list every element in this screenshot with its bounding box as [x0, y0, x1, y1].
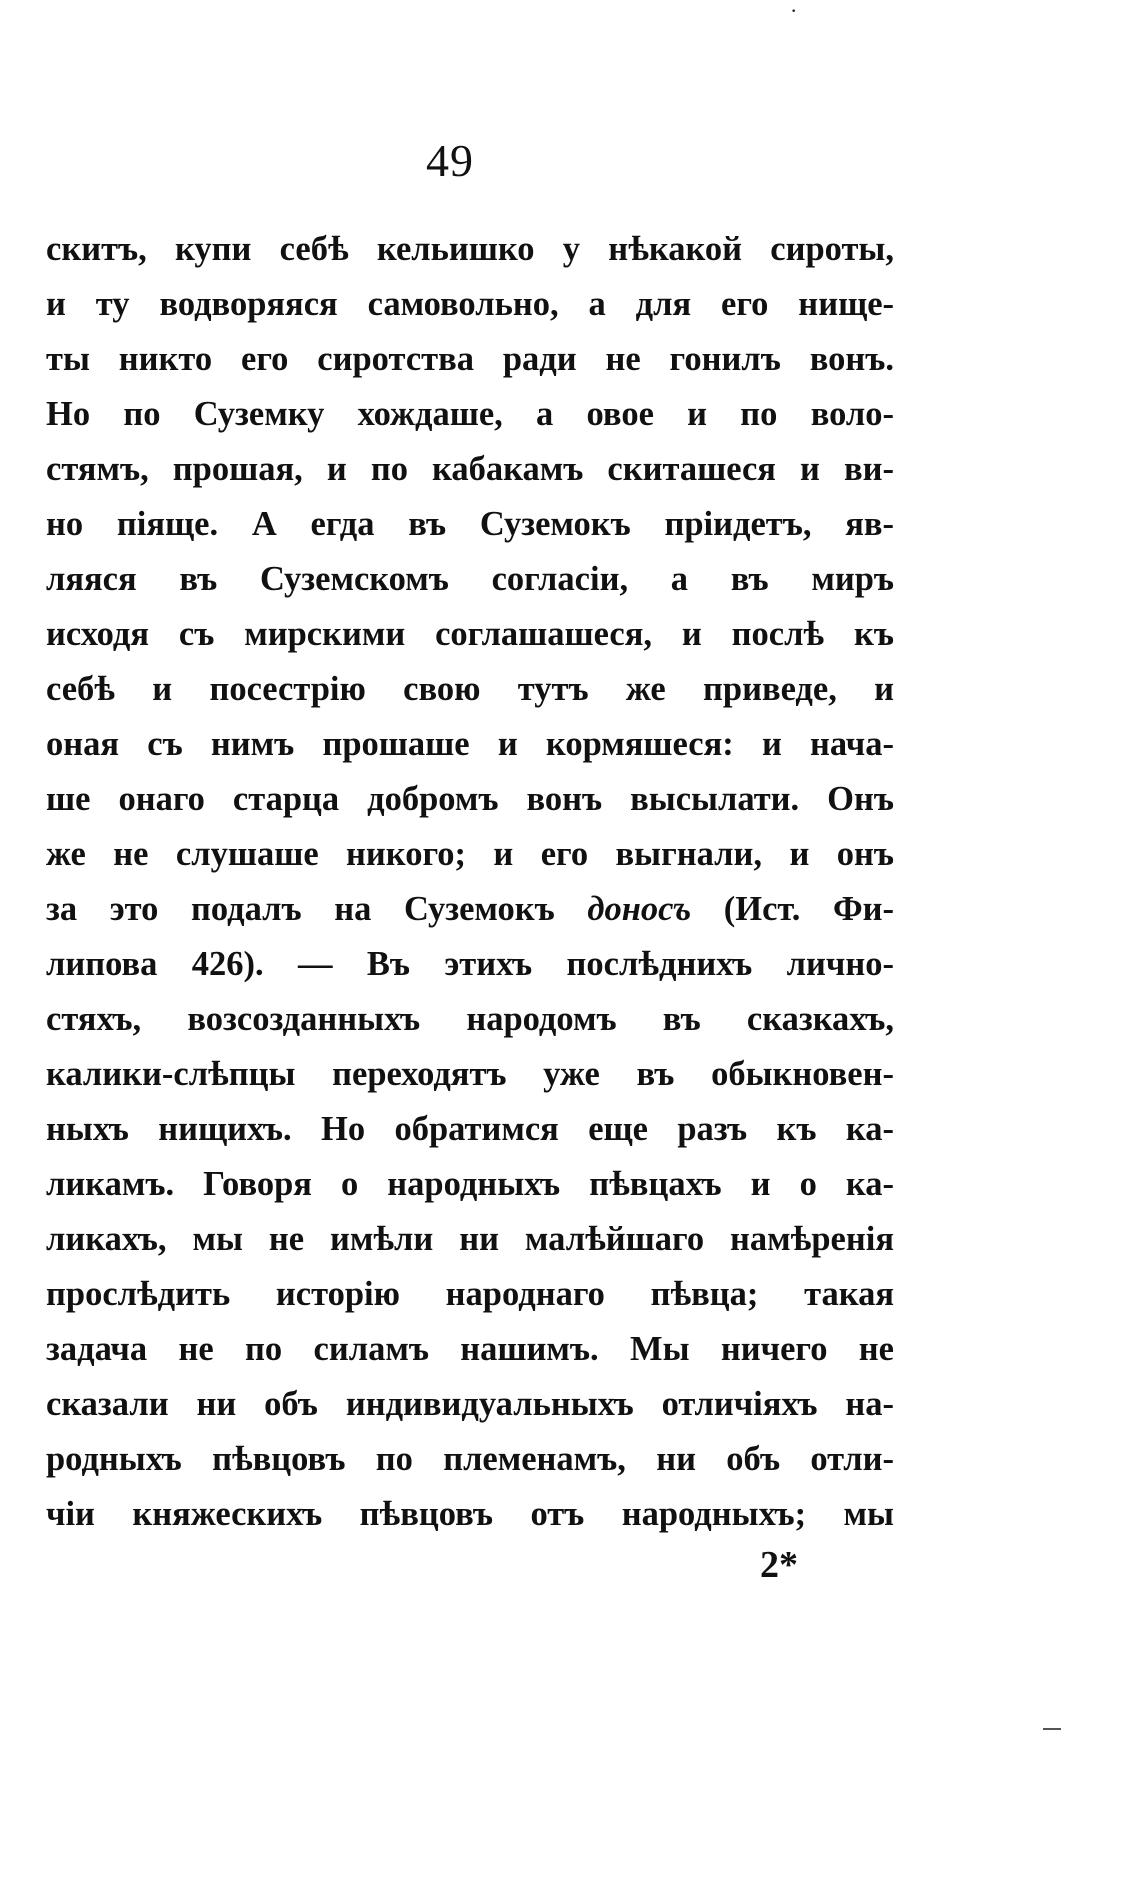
text-line: родныхъ пѣвцовъ по племенамъ, ни объ отли-: [46, 1440, 894, 1478]
margin-dash: [1043, 1728, 1061, 1730]
text-line: ты никто его сиротства ради не гонилъ вонъ.: [46, 340, 894, 378]
text-line: же не слушаше никого; и его выгнали, и онъ: [46, 835, 894, 873]
corner-mark: ·: [790, 0, 798, 23]
text-line: ныхъ нищихъ. Но обратимся еще разъ къ ка-: [46, 1110, 894, 1148]
text-line: стяхъ, возсозданныхъ народомъ въ сказкахъ,: [46, 1000, 894, 1038]
text-line: задача не по силамъ нашимъ. Мы ничего не: [46, 1330, 894, 1368]
text-line: ликахъ, мы не имѣли ни малѣйшаго намѣренія: [46, 1220, 894, 1258]
signature-mark: 2*: [760, 1544, 798, 1586]
text-line: скитъ, купи себѣ кельишко у нѣкакой сироты,: [46, 230, 894, 268]
text-line: исходя съ мирскими соглашашеся, и послѣ къ: [46, 615, 894, 653]
text-line: ше онаго старца добромъ вонъ высылати. Онъ: [46, 780, 894, 818]
text-line: и ту водворяяся самовольно, а для его нище-: [46, 285, 894, 323]
text-line: ляяся въ Суземскомъ согласіи, а въ миръ: [46, 560, 894, 598]
text-line: липова 426). — Въ этихъ послѣднихъ лично-: [46, 945, 894, 983]
text-line: оная съ нимъ прошаше и кормяшеся: и нача-: [46, 725, 894, 763]
body-text: [46, 222, 894, 1542]
text-line: себѣ и посестрію свою тутъ же приведе, и: [46, 670, 894, 708]
italic-word: доносъ: [587, 890, 692, 928]
text-line: но піяще. А егда въ Суземокъ пріидетъ, яв-: [46, 505, 894, 543]
text-line: ликамъ. Говоря о народныхъ пѣвцахъ и о ка-: [46, 1165, 894, 1203]
text-line: чіи княжескихъ пѣвцовъ отъ народныхъ; мы: [46, 1495, 894, 1533]
text-line: Но по Суземку хождаше, а овое и по воло-: [46, 395, 894, 433]
text-line: стямъ, прошая, и по кабакамъ скиташеся и ви-: [46, 450, 894, 488]
text-line: за это подалъ на Суземокъ доносъ (Ист. Фи-: [46, 890, 894, 928]
text-line: сказали ни объ индивидуальныхъ отличіяхъ на-: [46, 1385, 894, 1423]
page-number: 49: [426, 135, 474, 186]
text-line: прослѣдить исторію народнаго пѣвца; такая: [46, 1275, 894, 1313]
text-line: калики-слѣпцы переходятъ уже въ обыкновен-: [46, 1055, 894, 1093]
